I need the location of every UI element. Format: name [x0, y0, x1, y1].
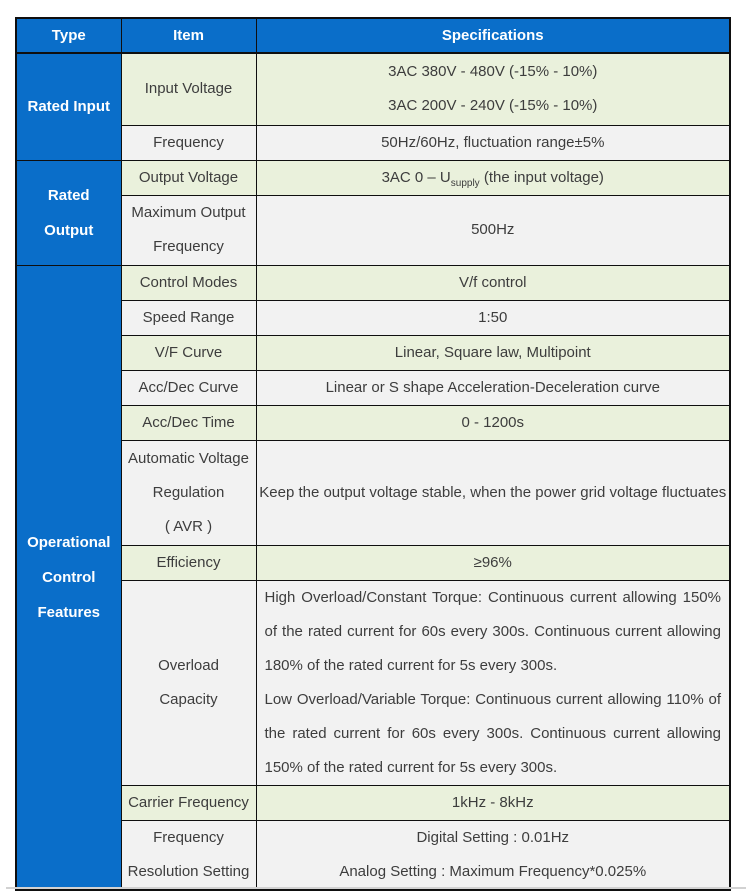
type-label: Rated Input — [27, 98, 110, 116]
spec-value: Linear, Square law, Multipoint — [394, 343, 591, 361]
item-label: Efficiency — [156, 553, 221, 571]
spec-value — [257, 161, 730, 195]
row-overload-capacity — [16, 580, 730, 785]
spec-value: Digital Setting : 0.01Hz — [416, 828, 570, 846]
spec-cell-maximum-output-frequency — [256, 195, 730, 265]
type-label: Control — [42, 568, 96, 586]
spec-cell-acc-dec-time — [256, 405, 730, 440]
spec-text-subscript: supply — [450, 177, 480, 189]
spec-cell-frequency-resolution-setting — [256, 820, 730, 890]
row-avr — [16, 440, 730, 545]
header-cell-specifications: Specifications — [256, 18, 730, 53]
item-cell-avr — [121, 440, 256, 545]
type-label: Operational — [27, 533, 111, 551]
item-cell-control-modes — [121, 265, 256, 300]
spec-value: 3AC 200V - 240V (-15% - 10%) — [388, 97, 598, 115]
item-label: Automatic Voltage — [128, 449, 249, 467]
row-carrier-frequency — [16, 785, 730, 820]
item-cell-output-voltage — [121, 160, 256, 195]
spec-paragraph-low-overload: Low Overload/Variable Torque: Continuous current allowing 110% of the rated current for 60s every 300s. Continuous current allowing 150% of the rated current for 5s every 300s. — [264, 690, 721, 776]
spec-cell-avr — [256, 440, 730, 545]
item-label: Input Voltage — [144, 80, 233, 98]
item-label: Resolution Setting — [127, 862, 250, 880]
row-vf-curve — [16, 335, 730, 370]
type-cell-rated-input — [16, 53, 121, 160]
item-label: Output Voltage — [138, 168, 239, 186]
spec-value: 50Hz/60Hz, fluctuation range±5% — [381, 133, 605, 151]
spec-value: Linear or S shape Acceleration-Deceleration curve — [325, 378, 660, 396]
item-cell-input-voltage — [121, 53, 256, 125]
row-maximum-output-frequency — [16, 195, 730, 265]
item-label: Frequency — [153, 238, 224, 255]
row-acc-dec-curve — [16, 370, 730, 405]
row-frequency-resolution-setting — [16, 820, 730, 890]
item-label: Frequency — [153, 133, 224, 151]
item-cell-speed-range — [121, 300, 256, 335]
spec-cell-control-modes — [256, 265, 730, 300]
spec-value: V/f control — [458, 273, 527, 291]
spec-value: 0 - 1200s — [461, 413, 525, 431]
spec-value: Keep the output voltage stable, when the power grid voltage fluctuates — [259, 483, 727, 501]
item-label: V/F Curve — [154, 343, 223, 361]
spec-value: 1:50 — [478, 308, 508, 326]
header-cell-item: Item — [121, 18, 256, 53]
item-cell-acc-dec-curve — [121, 370, 256, 405]
item-label: Regulation — [152, 483, 225, 501]
specifications-table — [15, 17, 731, 891]
type-label: Rated — [47, 186, 90, 204]
spec-text-post: (the input voltage) — [479, 168, 604, 186]
spec-cell-carrier-frequency — [256, 785, 730, 820]
item-label: Acc/Dec Time — [142, 413, 235, 431]
item-cell-maximum-output-frequency — [121, 195, 256, 265]
spec-value: Analog Setting : Maximum Frequency*0.025% — [339, 862, 647, 880]
table-header-row — [16, 18, 730, 53]
spec-cell-input-voltage — [256, 53, 730, 125]
type-label: Output — [44, 221, 94, 239]
header-cell-type: Type — [16, 18, 121, 53]
item-cell-frequency — [121, 125, 256, 160]
item-label: Frequency — [153, 828, 224, 846]
item-label: ( AVR ) — [164, 517, 213, 535]
row-efficiency — [16, 545, 730, 580]
type-cell-operational-control-features — [16, 265, 121, 890]
spec-value: 1kHz - 8kHz — [451, 793, 534, 811]
spec-cell-efficiency — [256, 545, 730, 580]
item-label: Capacity — [159, 690, 218, 708]
spec-value: 3AC 380V - 480V (-15% - 10%) — [388, 63, 598, 81]
spec-cell-speed-range — [256, 300, 730, 335]
item-label: Speed Range — [142, 308, 235, 326]
spec-cell-frequency — [256, 125, 730, 160]
spec-paragraph-high-overload: High Overload/Constant Torque: Continuous current allowing 150% of the rated current for 60s every 300s. Continuous current allowing 180% of the rated current for 5s every 300s. — [264, 588, 721, 674]
item-cell-overload-capacity — [121, 580, 256, 785]
row-acc-dec-time — [16, 405, 730, 440]
table-cutoff-next-row-line — [6, 887, 746, 889]
row-input-voltage — [16, 53, 730, 125]
item-label: Overload — [158, 656, 219, 674]
item-cell-efficiency — [121, 545, 256, 580]
row-frequency — [16, 125, 730, 160]
row-output-voltage — [16, 160, 730, 195]
spec-value: ≥96% — [473, 553, 512, 571]
item-label: Maximum Output — [131, 204, 246, 221]
row-speed-range — [16, 300, 730, 335]
item-label: Control Modes — [139, 273, 238, 291]
item-cell-carrier-frequency — [121, 785, 256, 820]
spec-cell-vf-curve — [256, 335, 730, 370]
spec-value: 500Hz — [471, 221, 515, 238]
type-cell-rated-output — [16, 160, 121, 265]
item-cell-frequency-resolution-setting — [121, 820, 256, 890]
type-label: Features — [37, 603, 101, 621]
item-cell-vf-curve — [121, 335, 256, 370]
item-label: Acc/Dec Curve — [138, 378, 239, 396]
spec-cell-overload-capacity — [256, 580, 730, 785]
row-control-modes — [16, 265, 730, 300]
spec-text-pre: 3AC 0 – U — [381, 168, 451, 186]
spec-cell-output-voltage — [256, 160, 730, 195]
item-label: Carrier Frequency — [128, 793, 249, 811]
spec-cell-acc-dec-curve — [256, 370, 730, 405]
item-cell-acc-dec-time — [121, 405, 256, 440]
